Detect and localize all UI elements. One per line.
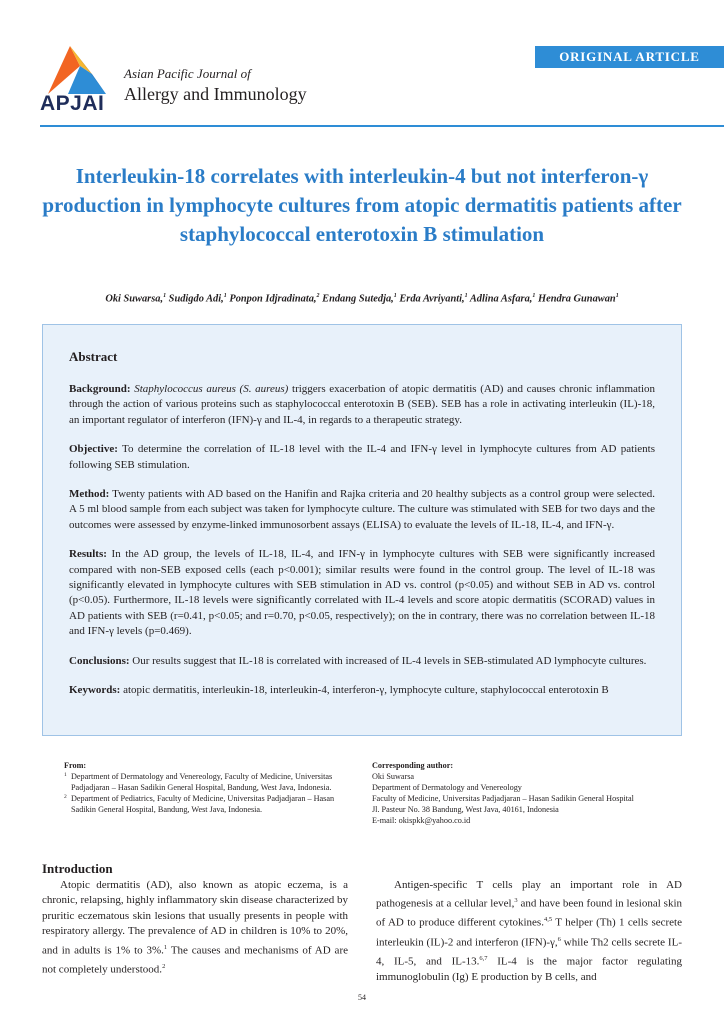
body-text: IL-4 is the major factor regulating immunoglobulin (Ig) E production by B cells, and xyxy=(376,955,682,983)
journal-name-line2: Allergy and Immunology xyxy=(124,84,307,104)
affiliation-item xyxy=(64,771,354,793)
affiliations xyxy=(64,760,354,815)
section-label: Objective: xyxy=(69,443,118,456)
abstract-keywords xyxy=(69,683,655,698)
corresponding-address: Jl. Pasteur No. 38 Bandung, West Java, 40161, Indonesia xyxy=(372,805,559,814)
species-name: Staphylococcus aureus (S. aureus) xyxy=(134,383,289,395)
article-title: Interleukin-18 correlates with interleukin-4 but not interferon-γ production in lymphocyte cultures from atopic dermatitis patients after staphylococcal enterotoxin B stimulation xyxy=(42,164,682,246)
citation-ref: 4,5 xyxy=(543,916,553,924)
citation-ref: 6,7 xyxy=(479,954,488,962)
body-column-right xyxy=(376,878,682,985)
section-text: In the AD group, the levels of IL-18, IL-4, and IFN-γ in lymphocyte cultures with SEB were significantly increased compared with non-SEB exposed cells (each p<0.001); similar results were found in the control group. The level of IL-18 was significantly elevated in lymphocyte cultures with SEB stimulation in AD vs. control (p<0.05) and without SEB in AD vs. control (p<0.05). Furthermore, IL-18 levels were significantly correlated with IL-4 levels and score atopic dermatitis (SCORAD) values in AD patients with SEB (r=0.41, p<0.05; and r=0.70, p<0.05, respectively); on the in contrary, there was no correlation between IL-18 and IFN-γ levels (p=0.469). xyxy=(69,548,655,638)
affiliations-label: From: xyxy=(64,761,87,770)
section-text: To determine the correlation of IL-18 level with the IL-4 and IFN-γ level in lymphocyte cultures from AD patients following SEB stimulation. xyxy=(69,443,655,471)
corresponding-label: Corresponding author: xyxy=(372,761,454,770)
body-text: The causes and mechanisms of AD are not completely understood. xyxy=(42,944,348,976)
section-text: Our results suggest that IL-18 is correlated with increased of IL-4 levels in SEB-stimulated AD lymphocyte cultures. xyxy=(129,654,647,667)
body-text: while Th2 cells secrete IL-4, IL-5, and IL-13. xyxy=(376,936,682,968)
body-paragraph xyxy=(42,878,348,978)
author-affiliation-mark: 1 xyxy=(464,293,468,299)
body-text: and have been found in lesional skin of AD to produce different cytokines. xyxy=(376,898,683,930)
author-name: Adlina Asfara, xyxy=(469,293,533,305)
page-number: 54 xyxy=(358,993,366,1002)
abstract-box xyxy=(42,324,682,736)
corresponding-dept: Department of Dermatology and Venereology xyxy=(372,783,522,792)
journal-name-line1: Asian Pacific Journal of xyxy=(124,66,251,81)
section-label: Results: xyxy=(69,548,107,561)
corresponding-faculty: Faculty of Medicine, Universitas Padjadjaran – Hasan Sadikin General Hospital xyxy=(372,794,634,803)
citation-ref: 6 xyxy=(557,935,561,943)
header-divider xyxy=(40,125,724,127)
section-text: triggers exacerbation of atopic dermatitis (AD) and causes chronic inflammation through the action of various proteins such as staphylococcal enterotoxin B (SEB). SEB has a role in activating interleukin (IL)-18, an important regulator of interferon (IFN)-γ and IL-4, in regards to a therapeutic strategy. xyxy=(69,383,656,426)
affiliation-text: Department of Pediatrics, Faculty of Medicine, Universitas Padjadjaran – Hasan Sadikin General Hospital, Bandung, West Java, Indonesia. xyxy=(71,794,335,814)
section-label: Conclusions: xyxy=(69,654,130,667)
section-text: atopic dermatitis, interleukin-18, interleukin-4, interferon-γ, lymphocyte culture, staphylococcal enterotoxin B xyxy=(120,684,609,697)
author-affiliation-mark: 1 xyxy=(532,293,536,299)
affiliation-number: 1 xyxy=(64,772,67,778)
citation-ref: 1 xyxy=(163,943,168,951)
introduction-heading: Introduction xyxy=(42,861,113,876)
section-label: Keywords: xyxy=(69,684,121,697)
author-name: Sudigdo Adi, xyxy=(168,293,224,305)
section-label: Background: xyxy=(69,383,131,395)
corresponding-name: Oki Suwarsa xyxy=(372,772,415,781)
citation-ref: 2 xyxy=(162,962,166,970)
corresponding-author xyxy=(372,760,662,826)
author-affiliation-mark: 1 xyxy=(223,293,227,299)
citation-ref: 3 xyxy=(514,897,518,905)
author-name: Endang Sutedja, xyxy=(322,293,394,305)
abstract-results xyxy=(69,547,655,639)
abstract-heading: Abstract xyxy=(69,349,118,364)
affiliation-text: Department of Dermatology and Venereology, Faculty of Medicine, Universitas Padjadjaran – Hasan Sadikin General Hospital, Bandung, West Java, Indonesia. xyxy=(71,772,333,792)
affiliation-number: 2 xyxy=(64,794,67,800)
abstract-conclusions xyxy=(69,654,655,669)
author-name: Oki Suwarsa, xyxy=(105,293,164,305)
body-text: Antigen-specific T cells play an important role in AD pathogenesis at a cellular level, xyxy=(376,879,682,911)
author-affiliation-mark: 2 xyxy=(316,293,320,299)
body-column-left xyxy=(42,878,348,978)
author-affiliation-mark: 1 xyxy=(393,293,397,299)
affiliation-item xyxy=(64,793,354,815)
body-paragraph xyxy=(376,878,682,985)
section-label: Method: xyxy=(69,488,110,501)
author-affiliation-mark: 1 xyxy=(163,293,167,299)
corresponding-email: E-mail: okispkk@yahoo.co.id xyxy=(372,816,471,825)
section-text: Twenty patients with AD based on the Hanifin and Rajka criteria and 20 healthy subjects as a control group were selected. A 5 ml blood sample from each subject was taken for lymphocyte culture. The culture was stimulated with SEB for two days and the outcomes were assessed by enzyme-linked immunosorbent assays (ELISA) to evaluate the levels of IL-18, IL-4, and IFN-γ. xyxy=(69,488,655,531)
author-name: Erda Avriyanti, xyxy=(399,293,465,305)
abstract-objective xyxy=(69,442,655,473)
author-list xyxy=(40,293,684,304)
author-name: Hendra Gunawan xyxy=(538,293,616,305)
article-type-badge: ORIGINAL ARTICLE xyxy=(535,46,724,68)
abstract-method xyxy=(69,487,655,533)
author-name: Ponpon Idjradinata, xyxy=(229,293,317,305)
abstract-background xyxy=(69,382,655,428)
body-text: T helper (Th) 1 cells secrete interleukin (IL)-2 and interferon (IFN)-γ, xyxy=(376,917,682,949)
body-text: Atopic dermatitis (AD), also known as atopic eczema, is a chronic, relapsing, highly inflammatory skin disease characterized by pruritic eczematous skin lesions that usually presents in people with respiratory allergy. The prevalence of AD in children is 10% to 20%, and in adults is 1% to 3%. xyxy=(42,879,348,957)
logo-wordmark: APJAI xyxy=(40,92,105,115)
author-affiliation-mark: 1 xyxy=(615,293,619,299)
